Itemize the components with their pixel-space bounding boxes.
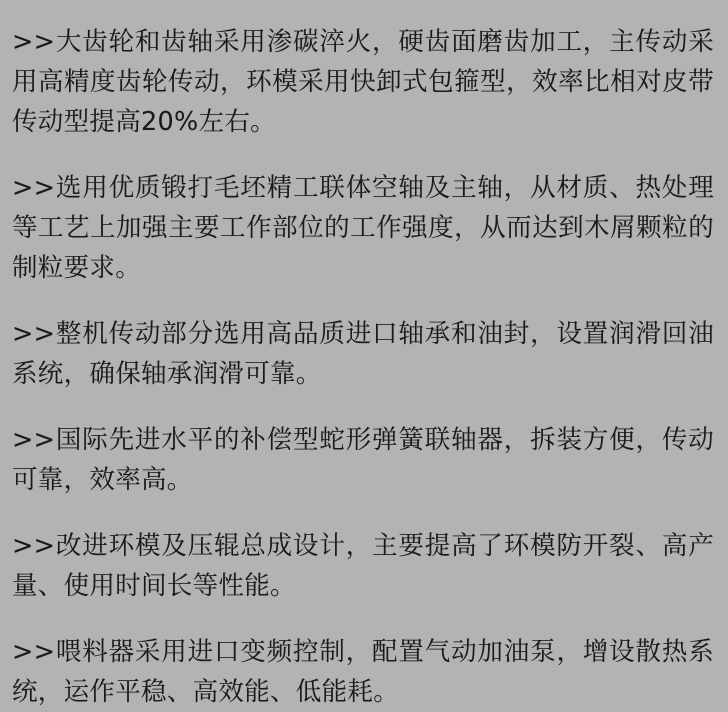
paragraph-3: >>整机传动部分选用高品质进口轴承和油封，设置润滑回油系统，确保轴承润滑可靠。 xyxy=(12,319,714,389)
paragraph-1: >>大齿轮和齿轴采用渗碳淬火，硬齿面磨齿加工，主传动采用高精度齿轮传动，环模采用快卸式包箍型，效率比相对皮带传动型提高20%左右。 xyxy=(12,27,714,137)
paragraph-5: >>改进环模及压辊总成设计，主要提高了环模防开裂、高产量、使用时间长等性能。 xyxy=(12,531,714,601)
paragraph-2: >>选用优质锻打毛坯精工联体空轴及主轴，从材质、热处理等工艺上加强主要工作部位的工作强度，从而达到木屑颗粒的制粒要求。 xyxy=(12,173,714,283)
paragraph-6: >>喂料器采用进口变频控制，配置气动加油泵，增设散热系统，运作平稳、高效能、低能耗。 xyxy=(12,637,714,707)
paragraph-4: >>国际先进水平的补偿型蛇形弹簧联轴器，拆装方便，传动可靠，效率高。 xyxy=(12,425,714,495)
